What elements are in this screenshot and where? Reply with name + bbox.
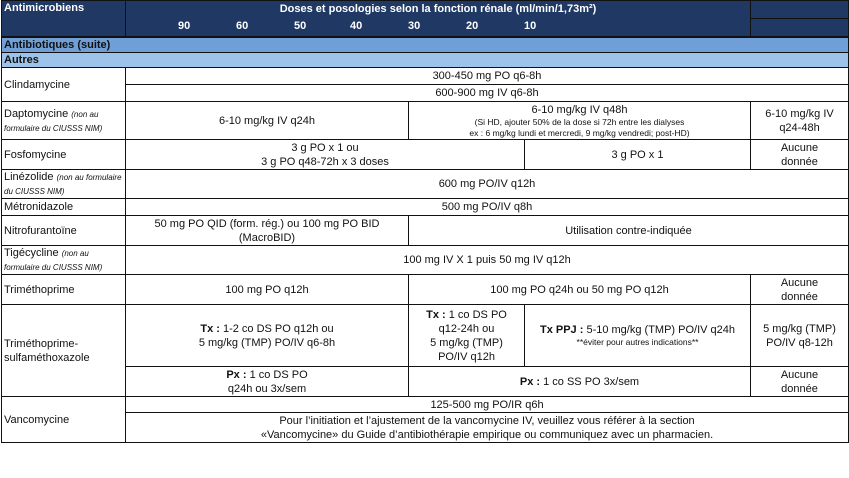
clearance-ticks bbox=[126, 17, 750, 33]
tick-60: 60 bbox=[236, 20, 249, 32]
tick-20: 20 bbox=[466, 20, 479, 32]
tmpsmx-tx-normal: Tx : 1-2 co DS PO q12h ou 5 mg/kg (TMP) PO/IV q6-8h bbox=[126, 305, 409, 367]
drug-trimethoprime: Triméthoprime bbox=[2, 275, 126, 305]
renal-function-header bbox=[126, 1, 751, 37]
therapy-header bbox=[751, 1, 849, 19]
linezolide-dose: 600 mg PO/IV q12h bbox=[126, 170, 849, 199]
tmpsmx-tx-ppj: Tx PPJ : 5-10 mg/kg (TMP) PO/IV q24h **éviter pour autres indications** bbox=[525, 305, 751, 367]
tmpsmx-px-low: Px : 1 co SS PO 3x/sem bbox=[409, 367, 751, 397]
dosing-table bbox=[1, 0, 849, 37]
tmpsmx-tx-mid: Tx : 1 co DS PO q12-24h ou 5 mg/kg (TMP) PO/IV q12h bbox=[409, 305, 525, 367]
drug-tmp-smx: Triméthoprime- sulfaméthoxazole bbox=[2, 305, 126, 397]
nitrofurantoine-low: Utilisation contre-indiquée bbox=[409, 216, 849, 246]
vancomycine-dose: 125-500 mg PO/IR q6h bbox=[126, 397, 849, 413]
tick-10: 10 bbox=[524, 20, 537, 32]
tigecycline-dose: 100 mg IV X 1 puis 50 mg IV q12h bbox=[126, 246, 849, 275]
drug-clindamycine: Clindamycine bbox=[2, 68, 126, 102]
drug-nitrofurantoine: Nitrofurantoïne bbox=[2, 216, 126, 246]
tick-30: 30 bbox=[408, 20, 421, 32]
subsection-autres: Autres bbox=[2, 53, 849, 68]
drug-fosfomycine: Fosfomycine bbox=[2, 140, 126, 170]
tmpsmx-px-normal: Px : 1 co DS PO q24h ou 3x/sem bbox=[126, 367, 409, 397]
daptomycine-normal: 6-10 mg/kg IV q24h bbox=[126, 102, 409, 140]
metronidazole-dose: 500 mg PO/IV q8h bbox=[126, 199, 849, 216]
drug-linezolide: Linézolide (non au formulaire du CIUSSS NIM) bbox=[2, 170, 126, 199]
drug-tigecycline: Tigécycline (non au formulaire du CIUSSS NIM) bbox=[2, 246, 126, 275]
trimethoprime-cvvh: Aucune donnée bbox=[751, 275, 849, 305]
tick-90: 90 bbox=[178, 20, 191, 32]
drug-metronidazole: Métronidazole bbox=[2, 199, 126, 216]
therapy-sub bbox=[751, 19, 849, 37]
drug-daptomycine: Daptomycine (non au formulaire du CIUSSS NIM) bbox=[2, 102, 126, 140]
nitrofurantoine-normal: 50 mg PO QID (form. rég.) ou 100 mg PO BID (MacroBID) bbox=[126, 216, 409, 246]
vancomycine-note: Pour l’initiation et l’ajustement de la vancomycine IV, veuillez vous référer à la section «Vancomycine» du Guide d’antibiothérapie empirique ou communiquez avec un pharmacien. bbox=[126, 413, 849, 443]
clindamycine-dose-iv: 600-900 mg IV q6-8h bbox=[126, 85, 849, 102]
body-table bbox=[1, 37, 849, 443]
tmpsmx-tx-cvvh: 5 mg/kg (TMP) PO/IV q8-12h bbox=[751, 305, 849, 367]
fosfomycine-low: 3 g PO x 1 bbox=[525, 140, 751, 170]
trimethoprime-low: 100 mg PO q24h ou 50 mg PO q12h bbox=[409, 275, 751, 305]
fosfomycine-normal: 3 g PO x 1 ou 3 g PO q48-72h x 3 doses bbox=[126, 140, 525, 170]
renal-function-title: Doses et posologies selon la fonction rénale (ml/min/1,73m²) bbox=[279, 3, 597, 15]
trimethoprime-normal: 100 mg PO q12h bbox=[126, 275, 409, 305]
tmpsmx-px-cvvh: Aucune donnée bbox=[751, 367, 849, 397]
tick-50: 50 bbox=[294, 20, 307, 32]
fosfomycine-cvvh: Aucune donnée bbox=[751, 140, 849, 170]
daptomycine-cvvh: 6-10 mg/kg IV q24-48h bbox=[751, 102, 849, 140]
drug-vancomycine: Vancomycine bbox=[2, 397, 126, 443]
daptomycine-low: 6-10 mg/kg IV q48h (Si HD, ajouter 50% de la dose si 72h entre les dialyses ex : 6 mg/kg lundi et mercredi, 9 mg/kg vendredi; post-HD) bbox=[409, 102, 751, 140]
clindamycine-dose-po: 300-450 mg PO q6-8h bbox=[126, 68, 849, 85]
section-antibiotiques: Antibiotiques (suite) bbox=[2, 38, 849, 53]
tick-40: 40 bbox=[350, 20, 363, 32]
antimicrobiens-header: Antimicrobiens bbox=[2, 1, 126, 37]
